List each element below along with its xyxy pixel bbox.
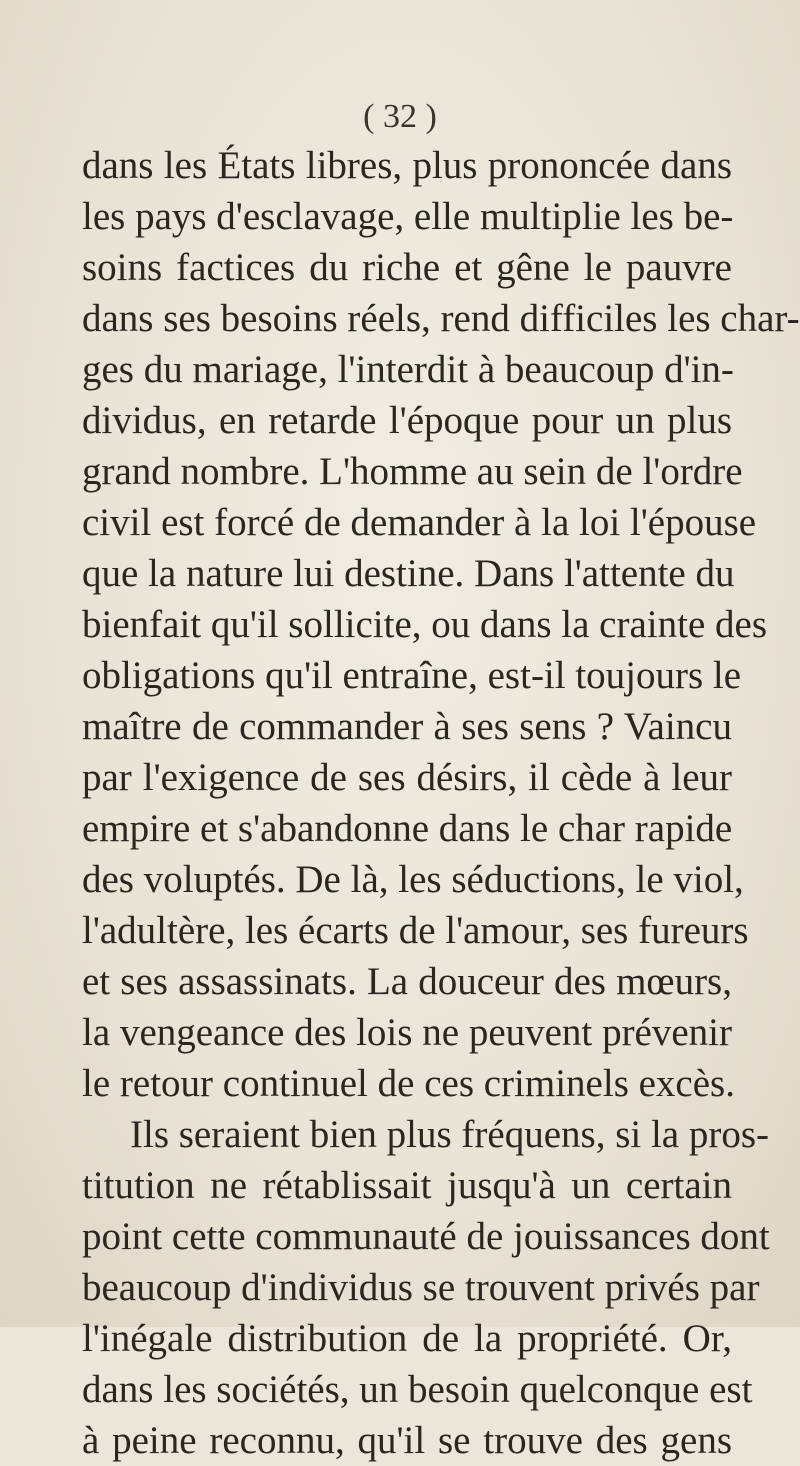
page-number: ( 32 ) [363, 98, 437, 135]
text-line: le retour continuel de ces criminels excès. [82, 1062, 735, 1105]
text-line: maître de commander à ses sens ? Vaincu [82, 705, 732, 748]
text-line: beaucoup d'individus se trouvent privés par [82, 1266, 760, 1309]
text-line: la vengeance des lois ne peuvent prévenir [82, 1011, 732, 1054]
text-line: point cette communauté de jouissances dont [82, 1215, 770, 1258]
text-line: par l'exigence de ses désirs, il cède à leur [82, 756, 732, 799]
body-text [82, 140, 800, 1466]
text-line: ges du mariage, l'interdit à beaucoup d'in- [82, 348, 734, 391]
text-line: obligations qu'il entraîne, est-il toujours le [82, 654, 742, 697]
text-line: des voluptés. De là, les séductions, le viol, [82, 858, 744, 901]
text-line: l'adultère, les écarts de l'amour, ses fureurs [82, 909, 749, 952]
text-line: dans les sociétés, un besoin quelconque est [82, 1368, 753, 1411]
text-line: et ses assassinats. La douceur des mœurs, [82, 960, 732, 1003]
text-line: civil est forcé de demander à la loi l'épouse [82, 501, 757, 544]
text-line: à peine reconnu, qu'il se trouve des gens [82, 1419, 732, 1462]
text-line: dans les États libres, plus prononcée dans [82, 144, 732, 187]
text-line: les pays d'esclavage, elle multiplie les be- [82, 195, 734, 238]
text-line: grand nombre. L'homme au sein de l'ordre [82, 450, 743, 493]
text-line: bienfait qu'il sollicite, ou dans la crainte des [82, 603, 767, 646]
text-line: que la nature lui destine. Dans l'attente du [82, 552, 735, 595]
text-line: empire et s'abandonne dans le char rapide [82, 807, 733, 850]
text-line: l'inégale distribution de la propriété. Or, [82, 1317, 732, 1360]
text-line: titution ne rétablissait jusqu'à un certain [82, 1164, 732, 1207]
text-line: Ils seraient bien plus fréquens, si la pros- [130, 1113, 770, 1156]
text-line: dividus, en retarde l'époque pour un plus [82, 399, 732, 442]
text-line: soins factices du riche et gêne le pauvre [82, 246, 732, 289]
text-line: dans ses besoins réels, rend difficiles les char- [82, 297, 800, 340]
